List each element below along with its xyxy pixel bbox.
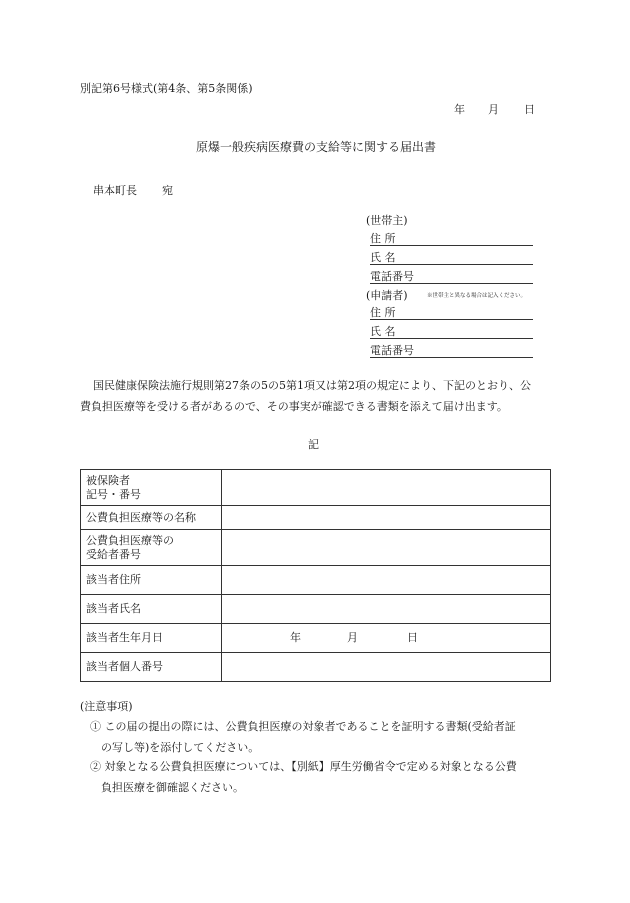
note-item1-line2: の写し等)を添付してください。	[101, 741, 260, 754]
householder-address-label: 住 所	[370, 232, 396, 245]
label-line: 被保険者	[86, 473, 130, 487]
person-name-field[interactable]	[222, 595, 551, 624]
body-text-line2: 費負担医療等を受ける者があるので、その事実が確認できる書類を添えて届け出ます。	[80, 400, 508, 413]
applicant-name-label: 氏 名	[370, 325, 396, 338]
applicant-address-field[interactable]	[370, 303, 533, 320]
ki-heading: 記	[308, 438, 319, 451]
applicant-note: ※世帯主と異なる場合は記入ください。	[427, 293, 527, 299]
body-text-line1: 国民健康保険法施行規則第27条の5の5第1項又は第2項の規定により、下記のとおり、公	[93, 379, 531, 392]
row-label-program-name	[81, 506, 222, 530]
notes-heading: (注意事項)	[80, 700, 133, 713]
label-line: 該当者住所	[86, 573, 141, 586]
recipient-number-field[interactable]	[222, 530, 551, 566]
person-address-field[interactable]	[222, 566, 551, 595]
row-label-recipient-number	[81, 530, 222, 566]
row-label-insured-number	[81, 470, 222, 506]
row-label-address	[81, 566, 222, 595]
recipient-honorific: 宛	[162, 184, 173, 197]
row-label-name	[81, 595, 222, 624]
applicant-heading: (申請者)	[366, 289, 408, 302]
recipient-name: 串本町長	[93, 184, 137, 197]
label-line: 該当者生年月日	[86, 631, 163, 644]
label-line: 該当者個人番号	[86, 660, 163, 673]
program-name-field[interactable]	[222, 506, 551, 530]
applicant-name-field[interactable]	[370, 322, 533, 339]
document-title: 原爆一般疾病医療費の支給等に関する届出書	[196, 140, 437, 154]
note-item2-line2: 負担医療を御確認ください。	[101, 781, 244, 794]
label-line: 受給者番号	[86, 547, 141, 561]
label-line: 公費負担医療等の名称	[86, 510, 196, 524]
householder-name-label: 氏 名	[370, 251, 396, 264]
note-item2-line1: ② 対象となる公費負担医療については、【別紙】厚生労働省令で定める対象となる公費	[90, 760, 517, 773]
person-birthdate-field[interactable]	[222, 624, 551, 653]
table-row	[81, 506, 551, 530]
date-month: 月	[488, 103, 499, 116]
applicant-address-label: 住 所	[370, 306, 396, 319]
householder-phone-field[interactable]	[370, 267, 533, 284]
info-table	[80, 469, 551, 682]
row-label-birthdate	[81, 624, 222, 653]
label-line: 該当者氏名	[86, 602, 141, 615]
table-row	[81, 470, 551, 506]
applicant-phone-label: 電話番号	[370, 344, 414, 357]
householder-heading: (世帯主)	[366, 214, 408, 227]
date-year: 年	[454, 103, 465, 116]
row-label-individual-number	[81, 653, 222, 682]
table-row	[81, 595, 551, 624]
date-day: 日	[524, 103, 535, 116]
table-row	[81, 530, 551, 566]
birth-month-label: 月	[347, 631, 358, 644]
householder-phone-label: 電話番号	[370, 270, 414, 283]
birth-year-label: 年	[290, 631, 301, 644]
householder-address-field[interactable]	[370, 229, 533, 246]
label-line: 記号・番号	[86, 487, 141, 501]
householder-name-field[interactable]	[370, 248, 533, 265]
table-row	[81, 566, 551, 595]
insured-number-field[interactable]	[222, 470, 551, 506]
birth-day-label: 日	[407, 631, 418, 644]
table-row	[81, 653, 551, 682]
individual-number-field[interactable]	[222, 653, 551, 682]
table-row	[81, 624, 551, 653]
applicant-phone-field[interactable]	[370, 341, 533, 358]
note-item1-line1: ① この届の提出の際には、公費負担医療の対象者であることを証明する書類(受給者証	[90, 720, 516, 733]
label-line: 公費負担医療等の	[86, 533, 174, 547]
form-number: 別記第6号様式(第4条、第5条関係)	[80, 82, 253, 95]
